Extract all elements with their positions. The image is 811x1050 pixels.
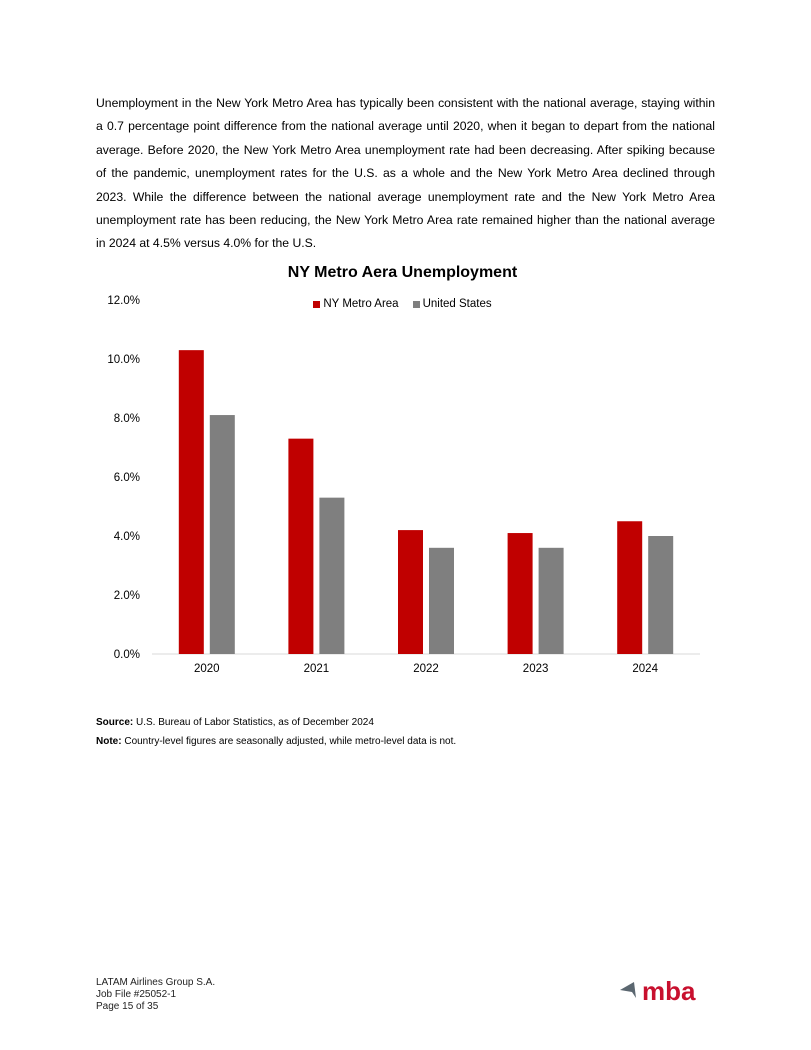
bar-united-states-2024	[648, 536, 673, 654]
legend-swatch-united-states	[413, 301, 420, 308]
y-tick-label: 12.0%	[107, 295, 140, 307]
bar-united-states-2020	[210, 415, 235, 654]
chart-legend	[90, 298, 715, 310]
unemployment-chart	[90, 262, 715, 682]
logo-wordmark: mba	[642, 978, 696, 1004]
source-label: Source:	[96, 717, 134, 728]
x-tick-label: 2020	[194, 663, 220, 675]
source-text: U.S. Bureau of Labor Statistics, as of December 2024	[133, 717, 374, 728]
bar-united-states-2023	[539, 548, 564, 654]
bar-ny-metro-area-2021	[288, 439, 313, 654]
bar-ny-metro-area-2020	[179, 350, 204, 654]
bar-united-states-2022	[429, 548, 454, 654]
source-line	[96, 713, 456, 732]
footer-page-number: Page 15 of 35	[96, 1001, 159, 1012]
note-text: Country-level figures are seasonally adjusted, while metro-level data is not.	[121, 736, 457, 747]
legend-label-united-states: United States	[422, 298, 492, 310]
note-line	[96, 732, 456, 751]
y-tick-label: 6.0%	[113, 472, 140, 484]
y-tick-label: 4.0%	[113, 531, 140, 543]
x-tick-label: 2022	[413, 663, 439, 675]
page-footer	[96, 977, 215, 1013]
chart-title: NY Metro Aera Unemployment	[287, 264, 518, 281]
y-tick-label: 2.0%	[113, 590, 140, 602]
mba-logo	[620, 978, 716, 1004]
bar-united-states-2021	[319, 498, 344, 654]
logo-mark-icon	[620, 982, 636, 998]
bar-ny-metro-area-2023	[508, 533, 533, 654]
x-tick-label: 2023	[522, 663, 549, 675]
legend-item-ny-metro	[313, 298, 398, 310]
y-tick-label: 10.0%	[107, 354, 140, 366]
legend-label-ny-metro: NY Metro Area	[323, 298, 399, 310]
x-tick-label: 2021	[303, 663, 330, 675]
legend-item-united-states	[413, 298, 492, 310]
footer-company: LATAM Airlines Group S.A.	[96, 977, 216, 988]
note-label: Note:	[96, 736, 122, 747]
y-tick-label: 8.0%	[113, 413, 140, 425]
chart-notes	[96, 713, 456, 751]
body-paragraph: Unemployment in the New York Metro Area has typically been consistent with the national average, staying within a 0.7 percentage point difference from the national average until 2020, when it began to depart from the national average. Before 2020, the New York Metro Area unemployment rate had been decreasing. After spiking because of the pandemic, unemployment rates for the U.S. as a whole and the New York Metro Area declined through 2023. While the difference between the national average unemployment rate and the New York Metro Area unemployment rate has been reducing, the New York Metro Area rate remained higher than the national average in 2024 at 4.5% versus 4.0% for the U.S.	[96, 96, 715, 251]
x-tick-label: 2024	[632, 663, 658, 675]
bar-ny-metro-area-2022	[398, 530, 423, 654]
footer-job-file: Job File #25052-1	[96, 989, 177, 1000]
y-tick-label: 0.0%	[113, 649, 140, 661]
legend-swatch-ny-metro	[313, 301, 320, 308]
bar-ny-metro-area-2024	[617, 521, 642, 654]
chart-canvas	[90, 262, 715, 682]
